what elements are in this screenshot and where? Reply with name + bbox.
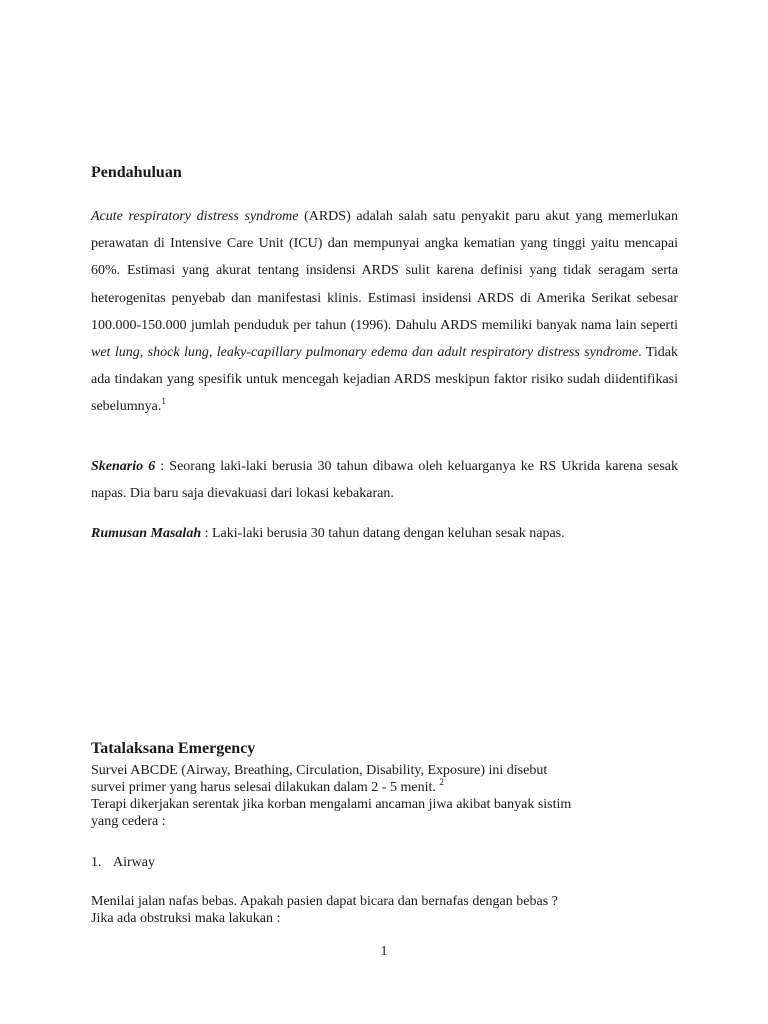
skenario-text: : Seorang laki-laki berusia 30 tahun dibawa oleh keluarganya ke RS Ukrida karena sesak napas. Dia baru saja dievakuasi dari lokasi kebakaran. xyxy=(91,459,678,502)
intro-text-1: (ARDS) adalah salah satu penyakit paru akut yang memerlukan perawatan di Intensive Care Unit (ICU) dan mempunyai angka kematian yang tinggi yaitu mencapai 60%. Estimasi yang akurat tentang insidensi ARDS sulit karena definisi yang tidak seragam serta heterogenitas penyebab dan manifestasi klinis. Estimasi insidensi ARDS di Amerika Serikat sebesar 100.000-150.000 jumlah penduduk per tahun (1996). Dahulu ARDS memiliki banyak nama lain seperti xyxy=(91,209,679,333)
ards-alternate-names: wet lung, shock lung, leaky-capillary pulmonary edema dan adult respiratory distress syndrome xyxy=(91,345,639,361)
page-number: 1 xyxy=(380,944,388,959)
ards-term: Acute respiratory distress syndrome xyxy=(91,209,299,224)
reference-1: 1 xyxy=(161,396,166,407)
list-item-airway xyxy=(91,854,651,871)
abcde-line-2: survei primer yang harus selesai dilakukan dalam 2 - 5 menit. xyxy=(91,780,440,795)
skenario-paragraph xyxy=(91,453,678,507)
menilai-paragraph xyxy=(91,893,651,927)
abcde-paragraph xyxy=(91,762,651,796)
terapi-paragraph xyxy=(91,796,651,830)
abcde-line-1: Survei ABCDE (Airway, Breathing, Circulation, Disability, Exposure) ini disebut xyxy=(91,763,548,778)
menilai-line-2: Jika ada obstruksi maka lakukan : xyxy=(91,911,281,926)
menilai-line-1: Menilai jalan nafas bebas. Apakah pasien dapat bicara dan bernafas dengan bebas ? xyxy=(91,894,558,909)
list-item-number: 1. xyxy=(91,855,102,870)
intro-text-2: . Tidak ada tindakan yang spesifik untuk mencegah kejadian ARDS meskipun faktor risiko sudah diidentifikasi sebelumnya. xyxy=(91,345,678,415)
intro-paragraph xyxy=(91,203,678,421)
terapi-line-2: yang cedera : xyxy=(91,814,166,829)
rumusan-paragraph xyxy=(91,520,678,547)
skenario-label: Skenario 6 xyxy=(91,459,156,474)
rumusan-label: Rumusan Masalah xyxy=(91,526,202,541)
rumusan-text: : Laki-laki berusia 30 tahun datang dengan keluhan sesak napas. xyxy=(201,526,565,541)
terapi-line-1: Terapi dikerjakan serentak jika korban mengalami ancaman jiwa akibat banyak sistim xyxy=(91,797,572,812)
section-heading-emergency: Tatalaksana Emergency xyxy=(91,740,256,757)
reference-2: 2 xyxy=(439,777,444,787)
section-heading-pendahuluan: Pendahuluan xyxy=(91,164,182,181)
list-item-label: Airway xyxy=(113,855,155,870)
